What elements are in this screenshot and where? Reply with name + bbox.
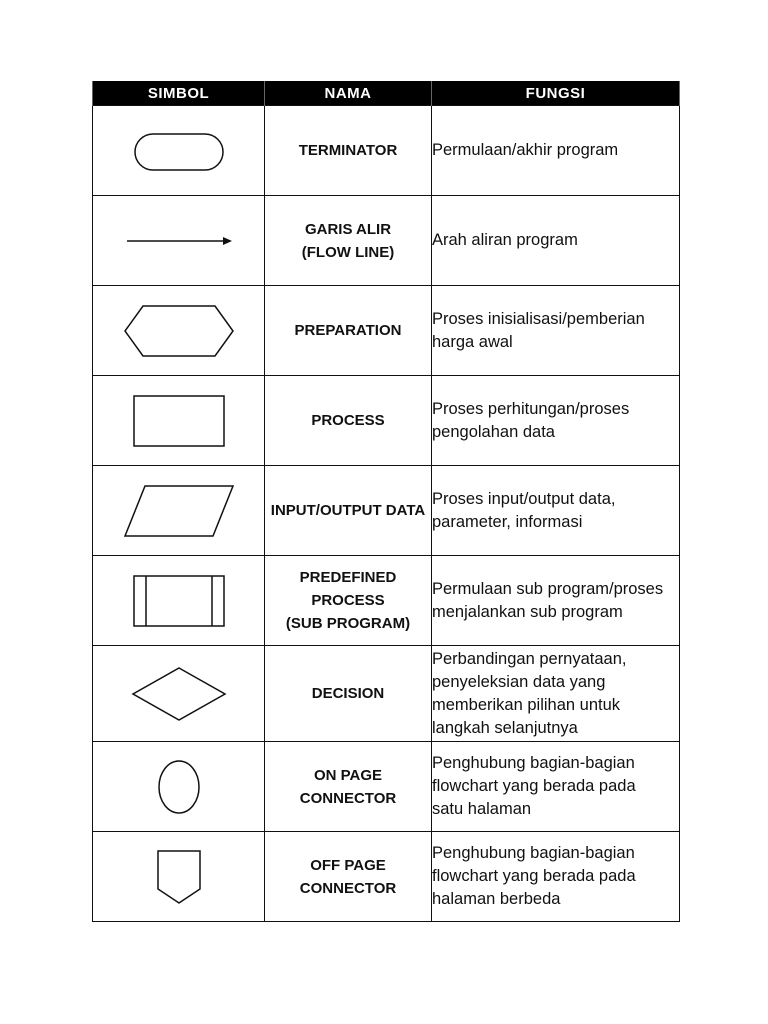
symbol-cell xyxy=(93,196,265,286)
function-text: Arah aliran program xyxy=(432,231,578,249)
name-text: (SUB PROGRAM) xyxy=(285,615,411,632)
name-text: PROCESS xyxy=(311,412,385,429)
name-cell xyxy=(265,832,432,922)
io-parallelogram-icon xyxy=(121,482,237,540)
name-cell xyxy=(265,646,432,742)
header-symbol: SIMBOL xyxy=(93,81,265,106)
function-text: menjalankan sub program xyxy=(432,602,623,621)
function-text: Proses input/output data, xyxy=(432,489,616,508)
symbol-cell xyxy=(93,742,265,832)
symbol-cell xyxy=(93,466,265,556)
function-text: Permulaan sub program/proses xyxy=(432,579,664,598)
predefined-process-icon xyxy=(129,572,229,630)
name-text: CONNECTOR xyxy=(299,789,397,807)
name-cell xyxy=(265,376,432,466)
symbol-cell xyxy=(93,376,265,466)
symbol-cell xyxy=(93,286,265,376)
name-cell xyxy=(265,466,432,556)
off-page-connector-pentagon-icon xyxy=(154,847,204,907)
function-text: penyeleksian data yang xyxy=(432,672,606,691)
function-text: Perbandingan pernyataan, xyxy=(432,649,627,668)
table-row xyxy=(93,196,680,286)
symbol-cell xyxy=(93,832,265,922)
name-cell xyxy=(265,196,432,286)
function-text: langkah selanjutnya xyxy=(432,718,578,737)
function-text: Penghubung bagian-bagian xyxy=(432,754,635,772)
function-text: parameter, informasi xyxy=(432,512,583,531)
table-row xyxy=(93,286,680,376)
name-text: PREPARATION xyxy=(294,322,402,339)
function-text: halaman berbeda xyxy=(432,890,561,908)
header-function: FUNGSI xyxy=(432,81,680,106)
table-row xyxy=(93,646,680,742)
function-text: pengolahan data xyxy=(432,422,555,441)
preparation-hexagon-icon xyxy=(121,302,237,360)
name-text: OFF PAGE xyxy=(310,856,386,874)
function-cell xyxy=(432,832,680,922)
name-text: ON PAGE xyxy=(313,766,383,784)
symbol-cell xyxy=(93,106,265,196)
function-text: harga awal xyxy=(432,332,513,351)
table-row xyxy=(93,466,680,556)
name-text: INPUT/OUTPUT DATA xyxy=(270,502,426,519)
function-text: Penghubung bagian-bagian xyxy=(432,844,635,862)
name-cell xyxy=(265,742,432,832)
decision-diamond-icon xyxy=(129,665,229,723)
function-cell xyxy=(432,286,680,376)
table-row xyxy=(93,832,680,922)
name-text: GARIS ALIR xyxy=(304,220,392,238)
symbol-cell xyxy=(93,556,265,646)
function-text: flowchart yang berada pada xyxy=(432,777,636,795)
flowchart-symbols-table xyxy=(92,81,680,922)
table-row xyxy=(93,742,680,832)
name-text: (FLOW LINE) xyxy=(301,243,395,261)
function-text: Proses perhitungan/proses xyxy=(432,399,630,418)
function-cell xyxy=(432,466,680,556)
flow-line-arrow-icon xyxy=(119,231,239,251)
terminator-shape-icon xyxy=(129,126,229,176)
name-text: TERMINATOR xyxy=(298,142,398,159)
function-text: flowchart yang berada pada xyxy=(432,867,636,885)
function-cell xyxy=(432,376,680,466)
name-text: DECISION xyxy=(311,685,385,702)
symbol-cell xyxy=(93,646,265,742)
header-name: NAMA xyxy=(265,81,432,106)
function-cell xyxy=(432,556,680,646)
function-cell xyxy=(432,196,680,286)
table-header-row xyxy=(93,81,680,106)
function-cell xyxy=(432,646,680,742)
name-cell xyxy=(265,286,432,376)
name-text: PREDEFINED xyxy=(299,569,397,586)
name-text: PROCESS xyxy=(311,592,385,609)
process-rectangle-icon xyxy=(129,392,229,450)
table-row xyxy=(93,376,680,466)
table-row xyxy=(93,106,680,196)
function-cell xyxy=(432,742,680,832)
on-page-connector-circle-icon xyxy=(154,756,204,818)
name-text: CONNECTOR xyxy=(299,879,397,897)
name-cell xyxy=(265,556,432,646)
function-text: Proses inisialisasi/pemberian xyxy=(432,309,645,328)
function-text: satu halaman xyxy=(432,800,532,818)
function-text: Permulaan/akhir program xyxy=(432,141,619,159)
table-row xyxy=(93,556,680,646)
function-cell xyxy=(432,106,680,196)
name-cell xyxy=(265,106,432,196)
function-text: memberikan pilihan untuk xyxy=(432,695,621,714)
